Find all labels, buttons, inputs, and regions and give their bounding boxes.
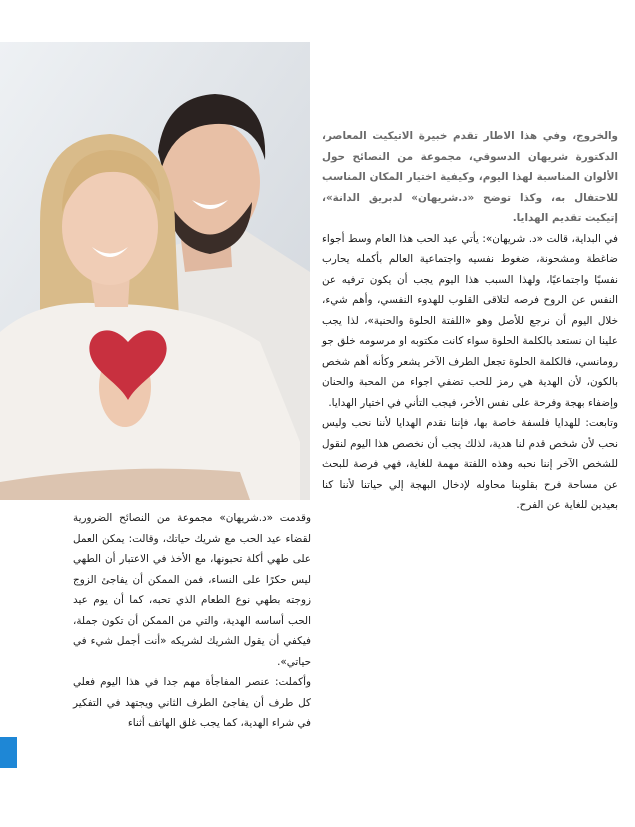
- body-paragraph: [322, 229, 618, 414]
- body-line: النفسي، وأهم شيء، خلال اليوم أن نرجع للأصل: [322, 294, 618, 327]
- body-line: نستعد بالكلمة الحلوة سواء كانت مكتوبه او مرسومه: [359, 335, 582, 347]
- body-paragraph: [322, 413, 618, 516]
- body-line: التفكير في شراء الهدية، كما يجب غلق الهاتف أثناء: [73, 696, 311, 729]
- body-line: واجتماعية العالم بأكمله يحارب نفسيًا واجتماعيًا،: [322, 253, 618, 286]
- body-line: الهدايا لأننا نحب وليس نحب لأن شخص قدم لنا: [322, 417, 618, 450]
- body-line: فعلي كل طرف أن يفاجئ الطرف الثاني ويجتهد في: [73, 676, 311, 709]
- body-line: العمل على طهي أكلة تحبونها، مع الأخذ في الاعتبار: [73, 532, 311, 565]
- body-line: عن الفرح.: [516, 499, 561, 511]
- body-line: للشخص الآخر إننا نحبه وهذه اللفتة مهمة للغاية،: [405, 458, 618, 470]
- body-line: وتابعت: للهدايا فلسفة خاصة بها، فإننا نقدم: [426, 417, 618, 429]
- intro-line: وكيفية اختيار المكان المناسب للاحتفال به،: [322, 171, 618, 204]
- body-line: وإضفاء بهجة وفرحة على نفس الأخر، فيجب التأني: [404, 396, 618, 409]
- body-line: هي رمز للحب تضفي اجواء من المحبة والحنان: [322, 376, 533, 388]
- couple-illustration: [0, 42, 310, 500]
- body-line: وأكملت: عنصر المفاجأة مهم جدا في هذا اليوم: [100, 676, 311, 688]
- body-line: أن الطهي ليس حكرًا على النساء، فمن الممكن أن: [73, 553, 311, 586]
- body-line: في اختيار الهدايا.: [328, 396, 401, 409]
- body-line: العام وسط أجواء ضاغطة ومشحونة، ضغوط نفسيه: [322, 232, 618, 265]
- intro-line: من النصائح حول الألوان المناسبة لهذا اليوم،: [322, 150, 618, 183]
- body-line: النفس عن الروح فرصه لتلاقى القلوب للهدوء: [417, 294, 618, 306]
- body-line: الممكن أن تكون جملة، فيكفي أن يقول الشريك: [73, 614, 311, 647]
- body-line: وقدمت «د.شريهان» مجموعة من النصائح الضرورية: [73, 512, 311, 524]
- page-accent-bar: [0, 737, 17, 768]
- body-line: لإدخال البهجة إلي حياتنا لأننا كنا بعيدين للغاية: [322, 478, 618, 511]
- body-line: لقضاء عيد الحب مع شريك حياتك، وقالت: يمكن: [102, 532, 311, 545]
- body-line: في البداية، قالت «د. شريهان»: يأتي عيد الحب هذا: [399, 232, 618, 245]
- body-line: ولهذا السبب هذا اليوم يجب أن يكون ترفيه عن: [322, 273, 541, 286]
- right-column: [322, 126, 618, 516]
- body-paragraph: [73, 508, 311, 672]
- intro-line: والخروج، وفي هذا الاطار تقدم خبيرة الاتيكيت: [372, 130, 618, 142]
- body-line: فهي فرصة للبحث عن مساحة فرح بقلوبنا محاوله: [322, 458, 618, 491]
- body-line: الآخر يشعر وكأنه أهم شخص بالكون، لأن الهدية: [322, 355, 618, 388]
- body-line: وهو «اللفتة الحلوة والحنية»، لذا يجب علينا ان: [322, 314, 618, 347]
- couple-photo: [0, 42, 310, 500]
- body-line: لشريكه «أنت أجمل شيء في حياتي».: [73, 635, 311, 668]
- body-paragraph: [73, 672, 311, 734]
- body-line: هدية، لذلك يجب أن نخصص هذا اليوم لنقول: [322, 437, 512, 450]
- body-line: يفاجئ الزوج زوجته بطهي نوع الطعام الذي تحبه،: [73, 573, 311, 606]
- body-line: كما أن يوم عيد الحب أساسه الهدية، والتي من: [73, 594, 311, 627]
- intro-line: تقديم الهدايا.: [512, 212, 582, 224]
- left-column: [73, 508, 311, 734]
- intro-line: المعاصر، الدكتورة شريهان الدسوقي، مجموعة: [322, 130, 618, 163]
- intro-paragraph: [322, 126, 618, 229]
- intro-line: وكذا توضح «د.شريهان» لدبريق الدانة»، إتيكيت: [322, 191, 618, 224]
- body-line: خلق جو رومانسي، فالكلمة الحلوة تجعل الطرف: [322, 335, 618, 368]
